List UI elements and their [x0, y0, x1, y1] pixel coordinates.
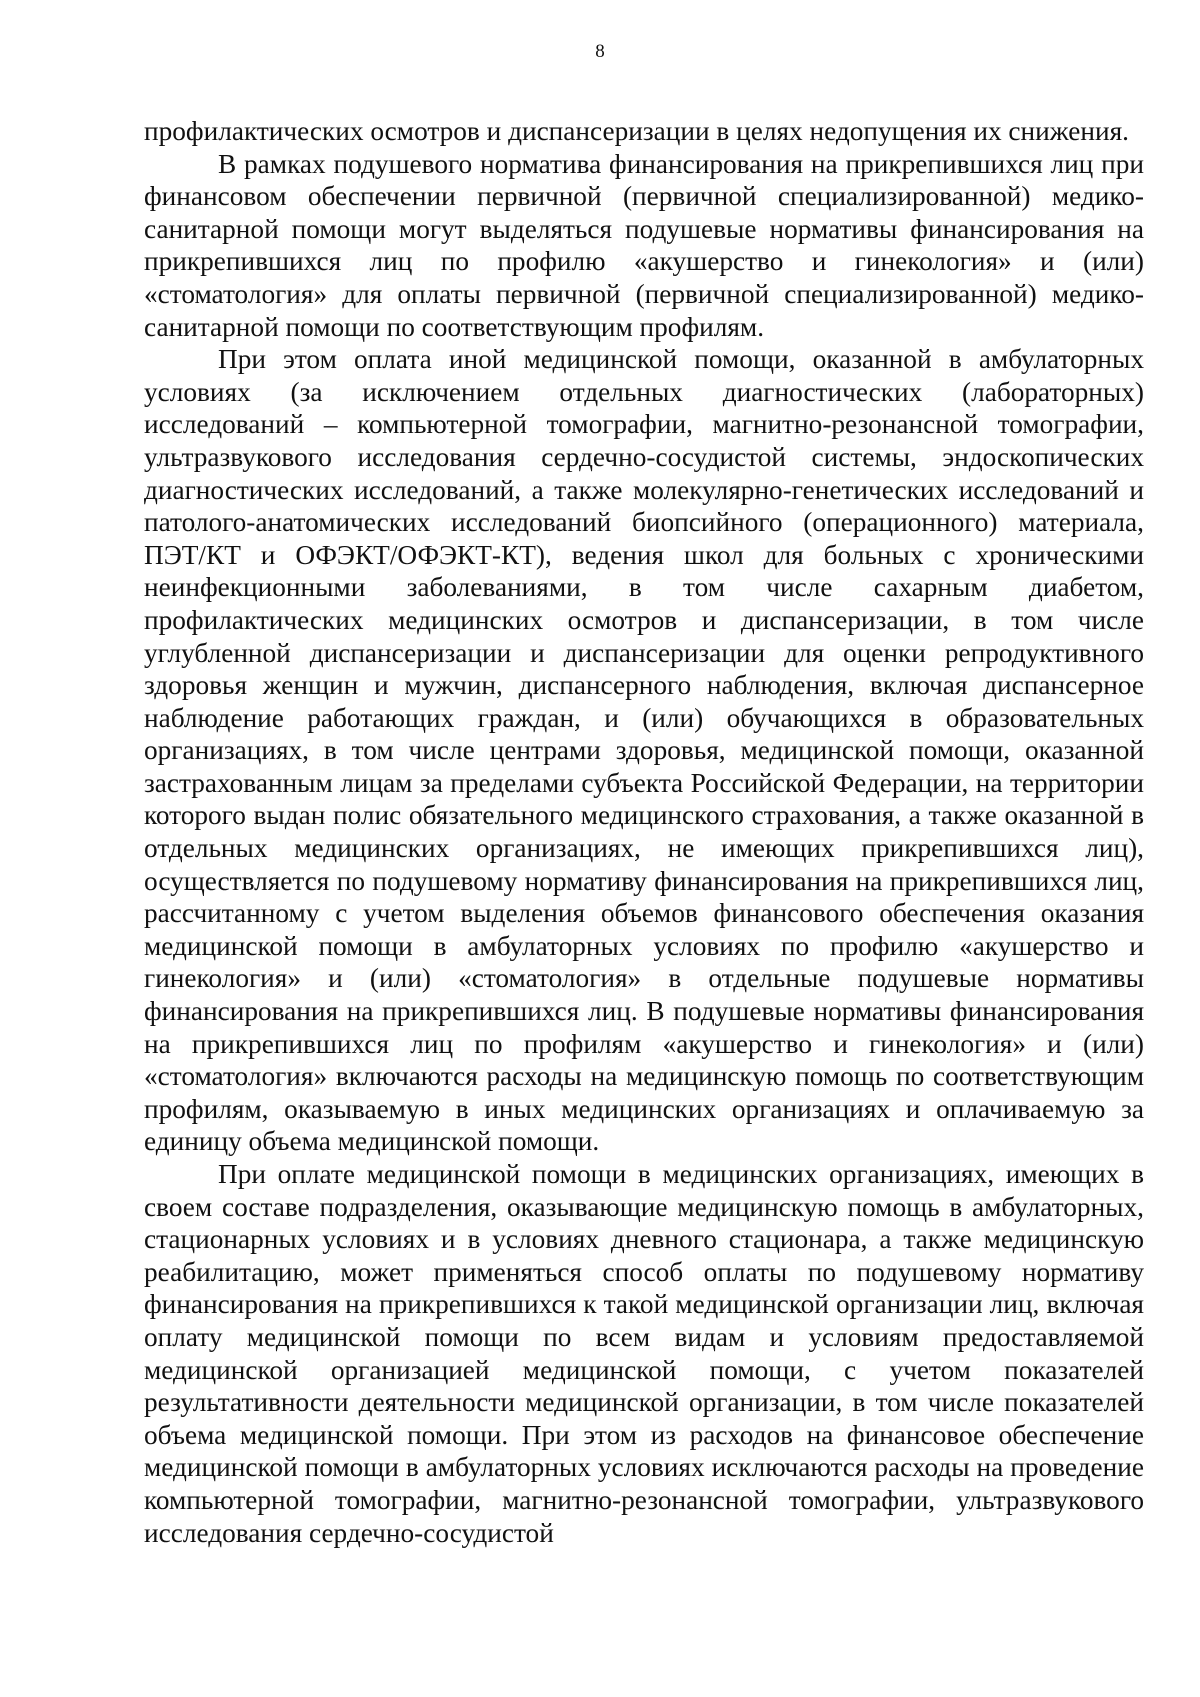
paragraph: профилактических осмотров и диспансеризации в целях недопущения их снижения. [144, 116, 1129, 146]
page-number: 8 [595, 41, 605, 62]
paragraph: В рамках подушевого норматива финансирования на прикрепившихся лиц при финансовом обеспечении первичной (первичной специализированной) медико-санитарной помощи могут выделяться подушевые нормативы финансирования на прикрепившихся лиц по профилю «акушерство и гинекология» и (или) «стоматология» для оплаты первичной (первичной специализированной) медико-санитарной помощи по соответствующим профилям. [144, 148, 1144, 342]
paragraph: При оплате медицинской помощи в медицинских организациях, имеющих в своем составе подразделения, оказывающие медицинскую помощь в амбулаторных, стационарных условиях и в условиях дневного стационара, а также медицинскую реабилитацию, может применяться способ оплаты по подушевому нормативу финансирования на прикрепившихся к такой медицинской организации лиц, включая оплату медицинской помощи по всем видам и условиям предоставляемой медицинской организацией медицинской помощи, с учетом показателей результативности деятельности медицинской организации, в том числе показателей объема медицинской помощи. При этом из расходов на финансовое обеспечение медицинской помощи в амбулаторных условиях исключаются расходы на проведение компьютерной томографии, магнитно-резонансной томографии, ультразвукового исследования сердечно-сосудистой [144, 1159, 1144, 1548]
paragraph: При этом оплата иной медицинской помощи, оказанной в амбулаторных условиях (за исключением отдельных диагностических (лабораторных) исследований – компьютерной томографии, магнитно-резонансной томографии, ультразвукового исследования сердечно-сосудистой системы, эндоскопических диагностических исследований, а также молекулярно-генетических исследований и патолого-анатомических исследований биопсийного (операционного) материала, ПЭТ/КТ и ОФЭКТ/ОФЭКТ-КТ), ведения школ для больных с хроническими неинфекционными заболеваниями, в том числе сахарным диабетом, профилактических медицинских осмотров и диспансеризации, в том числе углубленной диспансеризации и диспансеризации для оценки репродуктивного здоровья женщин и мужчин, диспансерного наблюдения, включая диспансерное наблюдение работающих граждан, и (или) обучающихся в образовательных организациях, в том числе центрами здоровья, медицинской помощи, оказанной застрахованным лицам за пределами субъекта Российской Федерации, на территории которого выдан полис обязательного медицинского страхования, а также оказанной в отдельных медицинских организациях, не имеющих прикрепившихся лиц), осуществляется по подушевому нормативу финансирования на прикрепившихся лиц, рассчитанному с учетом выделения объемов финансового обеспечения оказания медицинской помощи в амбулаторных условиях по профилю «акушерство и гинекология» и (или) «стоматология» в отдельные подушевые нормативы финансирования на прикрепившихся лиц. В подушевые нормативы финансирования на прикрепившихся лиц по профилям «акушерство и гинекология» и (или) «стоматология» включаются расходы на медицинскую помощь по соответствующим профилям, оказываемую в иных медицинских организациях и оплачиваемую за единицу объема медицинской помощи. [144, 344, 1144, 1157]
document-body [144, 115, 1144, 1549]
